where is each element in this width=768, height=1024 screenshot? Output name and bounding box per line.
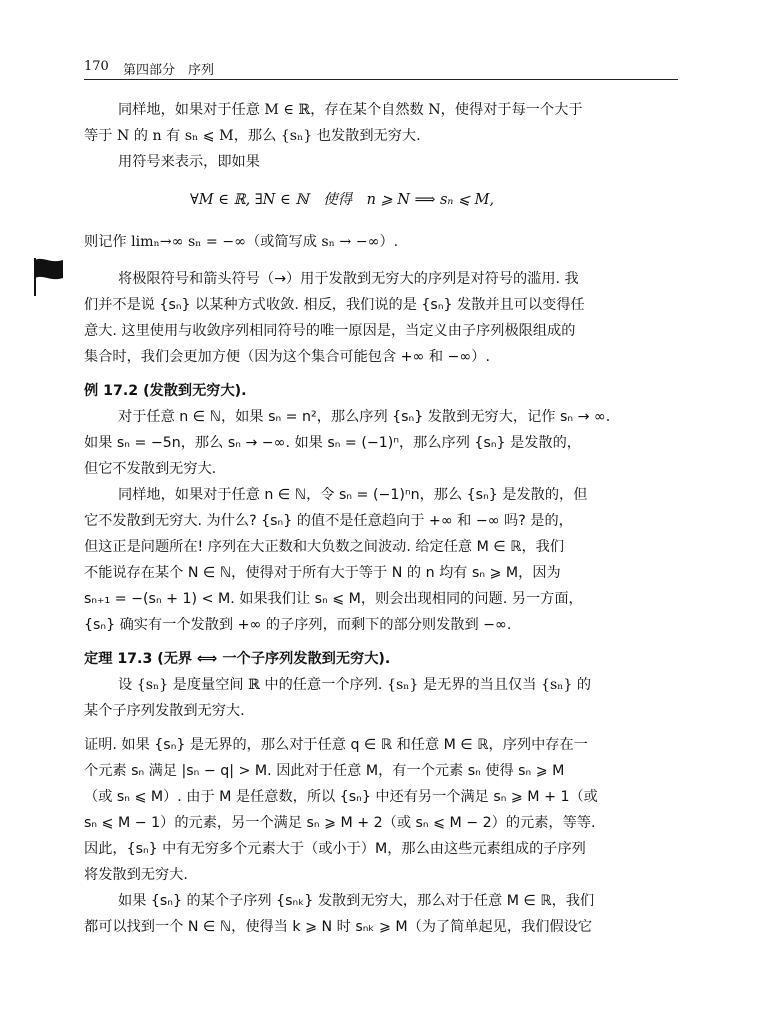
section-title: 第四部分 序列 (123, 63, 215, 78)
text-line: 等于 N 的 n 有 sₙ ⩽ M，那么 {sₙ} 也发散到无穷大. (84, 128, 421, 144)
text-line: sₙ₊₁ = −(sₙ + 1) < M. 如果我们让 sₙ ⩽ M，则会出现相同的问题. 另一方面， (84, 591, 583, 607)
text-line: 都可以找到一个 N ∈ ℕ，使得当 k ⩾ N 时 sₙₖ ⩾ M（为了简单起见，我们假设它 (84, 919, 593, 935)
text-line: 们并不是说 {sₙ} 以某种方式收敛. 相反，我们说的是 {sₙ} 发散并且可以变得任 (84, 297, 585, 313)
text-line: {sₙ} 确实有一个发散到 +∞ 的子序列，而剩下的部分则发散到 −∞. (84, 617, 512, 633)
text-line: 证明. 如果 {sₙ} 是无界的，那么对于任意 q ∈ ℝ 和任意 M ∈ ℝ，序列中存在一 (84, 737, 588, 753)
text-line: 集合时，我们会更加方便（因为这个集合可能包含 +∞ 和 −∞）. (84, 349, 490, 365)
text-line: 它不发散到无穷大. 为什么? {sₙ} 的值不是任意趋向于 +∞ 和 −∞ 吗? 是的， (84, 513, 573, 529)
text-line: （或 sₙ ⩽ M）. 由于 M 是任意数，所以 {sₙ} 中还有另一个满足 sₙ ⩾ M + 1（或 (84, 789, 598, 805)
text-line: 个元素 sₙ 满足 |sₙ − q| > M. 因此对于任意 M，有一个元素 sₙ 使得 sₙ ⩾ M (84, 763, 565, 779)
text-line: 意大. 这里使用与收敛序列相同符号的唯一原因是，当定义由子序列极限组成的 (84, 323, 576, 339)
text-line: 将发散到无穷大. (84, 867, 188, 883)
text-line: 如果 sₙ = −5n，那么 sₙ → −∞. 如果 sₙ = (−1)ⁿ，那么序列 {sₙ} 是发散的， (84, 435, 581, 451)
page-number: 170 (84, 59, 109, 74)
text-line: 用符号来表示，即如果 (118, 154, 260, 170)
text-line: 设 {sₙ} 是度量空间 ℝ 中的任意一个序列. {sₙ} 是无界的当且仅当 {sₙ} 的 (118, 677, 592, 693)
text-line: 某个子序列发散到无穷大. (84, 703, 245, 719)
text-line: 将极限符号和箭头符号（→）用于发散到无穷大的序列是对符号的滥用. 我 (118, 271, 579, 287)
text-line: 对于任意 n ∈ ℕ，如果 sₙ = n²，那么序列 {sₙ} 发散到无穷大，记作 sₙ → ∞. (118, 409, 611, 425)
heading-line: 例 17.2 (发散到无穷大). (84, 383, 247, 399)
text-line: 不能说存在某个 N ∈ ℕ，使得对于所有大于等于 N 的 n 均有 sₙ ⩾ M，因为 (84, 565, 561, 581)
text-line: 同样地，如果对于任意 M ∈ ℝ，存在某个自然数 N，使得对于每一个大于 (118, 102, 583, 118)
text-line: 因此，{sₙ} 中有无穷多个元素大于（或小于）M，那么由这些元素组成的子序列 (84, 841, 586, 857)
running-header (84, 57, 678, 80)
text-line: 但这正是问题所在! 序列在大正数和大负数之间波动. 给定任意 M ∈ ℝ，我们 (84, 539, 565, 555)
text-line: 同样地，如果对于任意 n ∈ ℕ，令 sₙ = (−1)ⁿn，那么 {sₙ} 是发散的，但 (118, 487, 588, 503)
text-line: 如果 {sₙ} 的某个子序列 {sₙₖ} 发散到无穷大，那么对于任意 M ∈ ℝ，我们 (118, 893, 595, 909)
display-formula: ∀M ∈ ℝ, ∃N ∈ ℕ 使得 n ⩾ N ⟹ sₙ ⩽ M, (190, 192, 495, 208)
flag-icon (31, 256, 65, 298)
text-line: sₙ ⩽ M − 1）的元素，另一个满足 sₙ ⩾ M + 2（或 sₙ ⩽ M − 2）的元素，等等. (84, 815, 596, 831)
text-line: 则记作 limₙ→∞ sₙ = −∞（或简写成 sₙ → −∞）. (84, 234, 399, 250)
text-line: 但它不发散到无穷大. (84, 461, 217, 477)
heading-line: 定理 17.3 (无界 ⟺ 一个子序列发散到无穷大). (84, 651, 391, 667)
